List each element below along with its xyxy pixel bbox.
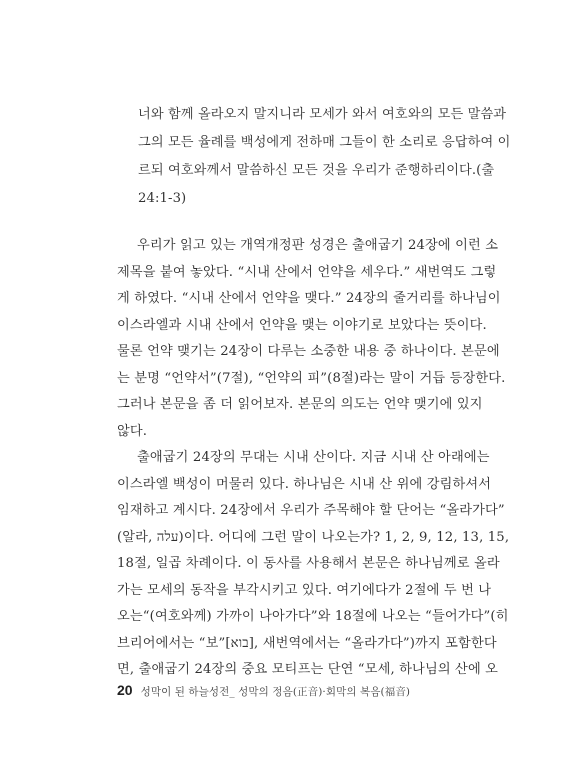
paragraph-2-line: 브리어에서는 “보”[בוא], 새번역에서는 “올라가다”)까지 포함한다 — [117, 635, 497, 651]
paragraph-2-line: 18절, 일곱 차례이다. 이 동사를 사용해서 본문은 하나님께로 올라 — [117, 556, 500, 571]
paragraph-2-line: 출애굽기 24장의 무대는 시내 산이다. 지금 시내 산 아래에는 — [137, 450, 490, 465]
paragraph-1-line: 이스라엘과 시내 산에서 언약을 맺는 이야기로 보았다는 뜻이다. — [117, 317, 487, 333]
paragraph-2-line: (알라, עלה)이다. 어디에 그런 말이 나오는가? 1, 2, 9, 12, 13, 15, — [117, 529, 510, 545]
running-title: 성막이 된 하늘성전_ 성막의 정음(正音)·회막의 복음(福音) — [140, 686, 411, 698]
paragraph-2-line: 이스라엘 백성이 머물러 있다. 하나님은 시내 산 위에 강림하셔서 — [117, 476, 492, 492]
quote-line: 24:1-3) — [138, 191, 187, 206]
paragraph-1-line: 물론 언약 맺기는 24장이 다루는 소중한 내용 중 하나이다. 본문에 — [117, 344, 500, 359]
scripture-quote-block — [138, 101, 511, 213]
paragraph-2-line: 임재하고 계시다. 24장에서 우리가 주목해야 할 단어는 “올라가다” — [117, 503, 505, 518]
paragraph-1-line: 제목을 붙여 놓았다. “시내 산에서 언약을 세우다.” 새번역도 그렇 — [117, 264, 497, 280]
quote-line: 그의 모든 율례를 백성에게 전하매 그들이 한 소리로 응답하여 이 — [138, 135, 511, 150]
quote-line: 르되 여호와께서 말씀하신 모든 것을 우리가 준행하리이다.(출 — [138, 163, 495, 178]
paragraph-2-line: 가는 모세의 동작을 부각시키고 있다. 여기에다가 2절에 두 번 나 — [117, 582, 492, 598]
paragraph-2-line: 면, 출애굽기 24장의 중요 모티프는 단연 “모세, 하나님의 산에 오 — [117, 662, 499, 677]
paragraph-1-line: 그러나 본문을 좀 더 읽어보자. 본문의 의도는 언약 맺기에 있지 — [117, 397, 483, 412]
paragraph-1-line: 는 분명 “언약서”(7절), “언약의 피”(8절)라는 말이 거듭 등장한다. — [117, 370, 506, 386]
paragraph-1-line: 게 하였다. “시내 산에서 언약을 맺다.” 24장의 줄거리를 하나님이 — [117, 291, 501, 306]
paragraph-1-line: 우리가 읽고 있는 개역개정판 성경은 출애굽기 24장에 이런 소 — [137, 238, 499, 253]
paragraph-2-line: 오는“(여호와께) 가까이 나아가다”와 18절에 나오는 “들어가다”(히 — [117, 609, 509, 624]
page-footer — [117, 682, 497, 699]
paragraph-1-line: 않다. — [117, 423, 148, 439]
body-text — [117, 233, 510, 684]
quote-line: 너와 함께 올라오지 말지니라 모세가 와서 여호와의 모든 말씀과 — [138, 107, 507, 122]
page-number: 20 — [117, 682, 133, 698]
